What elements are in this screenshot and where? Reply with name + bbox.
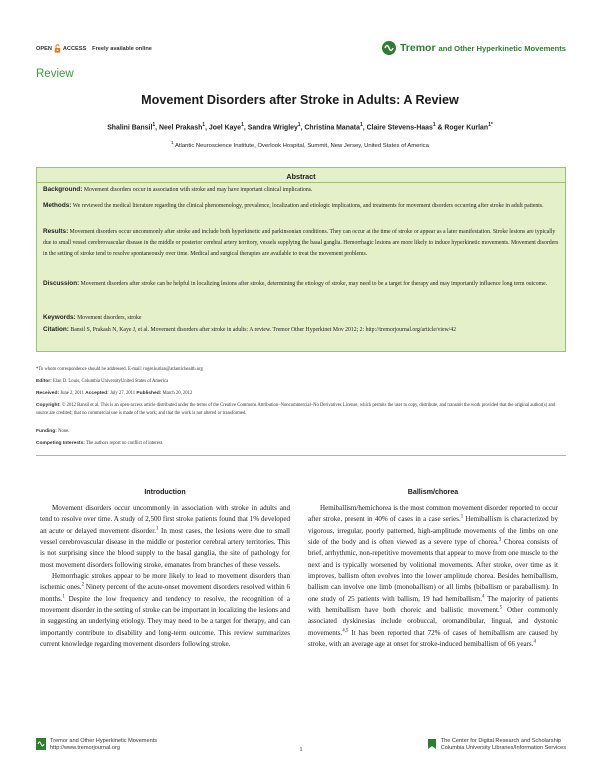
funding-label: Funding: — [36, 429, 57, 434]
author-separator: , — [300, 124, 305, 132]
author-name: Joel Kaye — [208, 124, 242, 132]
ref-mark: 1 — [62, 594, 65, 600]
introduction-heading: Introduction — [144, 488, 186, 496]
correspondence-text: *To whom correspondence should be addressed. E-mail: roger.kurlan@atlantichealth.org — [36, 367, 203, 372]
competing-interests-line — [36, 440, 566, 448]
open-access-prefix: OPEN — [36, 45, 52, 52]
journal-subtitle: and Other Hyperkinetic Movements — [438, 43, 566, 53]
competing-label: Competing Interests: — [36, 441, 85, 446]
keywords-text: Movement disorders, stroke — [77, 315, 142, 321]
methods-label: Methods: — [43, 202, 72, 209]
author-affiliation-mark: 1 — [202, 122, 206, 128]
background-label: Background: — [43, 186, 83, 193]
published-label: Published: — [136, 391, 162, 396]
received-date: June 2, 2011 — [60, 391, 84, 396]
author-name: Roger Kurlan — [444, 124, 489, 132]
author-affiliation-mark: 1 — [241, 122, 244, 128]
ref-mark: 3 — [498, 537, 502, 543]
citation-label: Citation: — [43, 326, 69, 333]
results-text: Movement disorders occur uncommonly after stroke and include both hyperkinetic and parkinsonian conditions. They can occur at the time of stroke or appear as a later manifestation. Stroke lesions are typically due to small vessel cerebrovascular disease in the middle or posterior cerebral artery territory, vessels supplying the basal ganglia. Hemorrhagic lesions are more likely to induce hyperkinetic movements. Movement disorders in the setting of stroke tend to resolve spontaneously over time. Medical and surgical therapies are available to treat the movement problems. — [43, 229, 559, 258]
author-affiliation-mark: 1 — [432, 122, 436, 128]
methods-text: We reviewed the medical literature regarding the clinical phenomenology, prevalence, localization and etiologic implications, and treatments for movement disorders occurring after stroke in adult patients. — [72, 203, 544, 209]
discussion-text: Movement disorders after stroke can be helpful in localizing lesions after stroke, determining the etiology of stroke, may need to be a target for therapy and may importantly influence long term outcome. — [80, 281, 548, 287]
background-text: Movement disorders occur in association with stroke and may have important clinical implications. — [83, 187, 313, 193]
author-affiliation-mark: 1 — [152, 122, 156, 128]
author-affiliation-mark: 1 — [359, 122, 363, 128]
citation-text: Bansil S, Prakash N, Kaye J, et al. Movement disorders after stroke in adults: A review. Tremor Other Hyperkinet Mov 2012; 2: http://tremorjournal.org/article/view/42 — [70, 327, 457, 333]
author-separator: , — [155, 124, 159, 132]
affiliation-text: Atlantic Neuroscience Institute, Overlook Hospital, Summit, New Jersey, United States of America — [174, 142, 429, 149]
copyright-text: © 2012 Bansil et al. This is an open-access article distributed under the terms of the Creative Commons Attribution–Noncommercial–No Derivatives License, which permits the user to copy, distribute, and transmit the work provided that the original author(s) and source are credited; that no commercial use is made of the work; and that the work is not altered or transformed. — [36, 403, 556, 417]
author-separator: , — [205, 124, 209, 132]
introduction-column — [40, 503, 290, 650]
journal-brand — [381, 40, 566, 56]
author-name: Claire Stevens-Haas — [366, 124, 433, 132]
ref-mark: 5 — [499, 605, 503, 611]
author-name: Neel Prakash — [159, 124, 203, 132]
page-number: 1 — [299, 746, 303, 753]
copyright-label: Copyright: — [36, 403, 61, 408]
abstract-methods — [43, 200, 561, 212]
intro-paragraph-1: Movement disorders occur uncommonly in association with stroke in adults and tend to resolve over time. A study of 2,500 first stroke patients found that 1% developed an acute or delayed movement disorder.$^1$ In most cases, the lesions were due to small vessel cerebrovascular disease in the middle or posterior cerebral artery territories. This is not surprising since the blood supply to the basal ganglia, the site of pathology for most movement disorders following stroke, emanates from branches of these vessels. — [40, 504, 291, 569]
ref-mark: 1 — [460, 515, 464, 520]
abstract-background — [43, 184, 561, 196]
editor-text: Elan D. Louis, Columbia UniversityUnited States of America — [52, 379, 169, 384]
ref-mark: 1 — [156, 526, 159, 532]
author-name: Sandra Wrigley — [247, 124, 298, 132]
abstract-discussion — [43, 278, 561, 290]
page-footer — [36, 738, 566, 762]
author-affiliation-mark: 1 — [297, 122, 301, 128]
funding-line — [36, 428, 566, 436]
ballism-heading: Ballism/chorea — [407, 488, 459, 496]
ballism-column — [308, 503, 558, 650]
freely-available-text: Freely available online — [92, 45, 152, 52]
author-name: Christina Manata — [304, 124, 360, 132]
abstract-citation — [43, 324, 561, 336]
abstract-heading: Abstract — [286, 172, 316, 181]
author-separator: , — [362, 124, 367, 132]
competing-text: The authors report no conflict of interest. — [86, 441, 164, 446]
ballism-paragraph: Hemiballism/hemichorea is the most common movement disorder reported to occur after stroke, present in 40% of cases in a case series.$^1$ Hemiballism is characterized by vigorous, irregular, poorly patterned, high-amplitude movements of the limbs on one side of the body and is often viewed as a severe type of chorea.$^3$ Chorea consists of brief, arrhythmic, non-repetitive movements that appear to move from one muscle to the next and is typically worsened by volitional movements. After stroke, over time as it improves, ballism often evolves into the lower amplitude chorea. Besides hemiballism, ballism can involve one limb (monoballism) or all limbs (biballism or paraballism). In one study of 25 patients with ballism, 19 had hemiballism.$^4$ The majority of patients with hemiballism have both choreic and ballistic movement.$^5$ Other commonly associated dyskinesias include orobuccal, oromandibular, lingual, and dystonic movements.$^{4,5}$ It has been reported that 72% of cases of hemiballism are caused by stroke, with an average age at onset for stroke-induced hemiballism of 66 years.$^4$ — [308, 504, 558, 649]
footer-publisher-name: The Center for Digital Research and Scholarship — [440, 738, 562, 744]
accepted-date: July 27, 2011 — [109, 391, 136, 396]
abstract-divider — [37, 182, 565, 183]
footer-journal-url[interactable]: http://www.tremorjournal.org — [50, 745, 120, 751]
correspondence-note — [36, 366, 566, 374]
footer-publisher — [427, 738, 566, 752]
tremor-logo-icon — [381, 40, 397, 56]
meta-divider — [36, 455, 566, 456]
abstract-box — [36, 167, 566, 352]
article-title: Movement Disorders after Stroke in Adults: A Review — [141, 93, 459, 107]
copyright-line — [36, 402, 566, 419]
discussion-label: Discussion: — [43, 280, 80, 287]
author-name: Shalini Bansil — [107, 124, 153, 132]
open-lock-icon — [54, 44, 61, 53]
footer-journal-name: Tremor and Other Hyperkinetic Movements — [50, 738, 158, 744]
intro-paragraph-2: Hemorrhagic strokes appear to be more likely to lead to movement disorders than ischemic ones.$^2$ Ninety percent of the acute-onset movement disorders resolved within 6 months.$^1$ Despite the low frequency and tendency to resolve, the recognition of a movement disorder in the setting of stroke can be important in localizing the lesions and in suggesting an underlying etiology. They may need to be a target for therapy, and can importantly contribute to disability and long-term outcome. This review summarizes current knowledge regarding movement disorders following stroke. — [40, 572, 290, 649]
affiliation-mark: 1 — [171, 140, 174, 145]
funding-text: None. — [58, 429, 70, 434]
open-access-badge — [36, 44, 152, 53]
footer-publisher-dept: Columbia University Libraries/Information Services — [440, 745, 566, 751]
cdrs-logo-icon — [427, 738, 437, 750]
results-label: Results: — [43, 228, 69, 235]
affiliation — [0, 140, 600, 149]
author-separator: & — [435, 124, 445, 132]
received-label: Received: — [36, 391, 60, 396]
keywords-label: Keywords: — [43, 314, 76, 321]
editor-label: Editor: — [36, 379, 52, 384]
published-date: March 20, 2012 — [162, 391, 193, 396]
article-type-label: Review — [36, 68, 74, 80]
journal-header — [36, 40, 566, 62]
ref-mark: 4 — [482, 594, 485, 600]
open-access-suffix: ACCESS — [62, 45, 87, 52]
ref-mark: 2 — [81, 583, 85, 589]
journal-name: Tremor — [399, 42, 436, 54]
ref-mark: 4,5 — [342, 628, 349, 634]
abstract-keywords — [43, 312, 561, 324]
accepted-label: Accepted: — [85, 391, 109, 396]
ref-mark: 4 — [533, 639, 536, 645]
abstract-results — [43, 226, 561, 261]
author-list — [0, 122, 600, 131]
dates-line — [36, 390, 566, 398]
author-affiliation-mark: 1* — [488, 122, 493, 128]
author-separator: , — [243, 124, 248, 132]
editor-line — [36, 378, 566, 386]
